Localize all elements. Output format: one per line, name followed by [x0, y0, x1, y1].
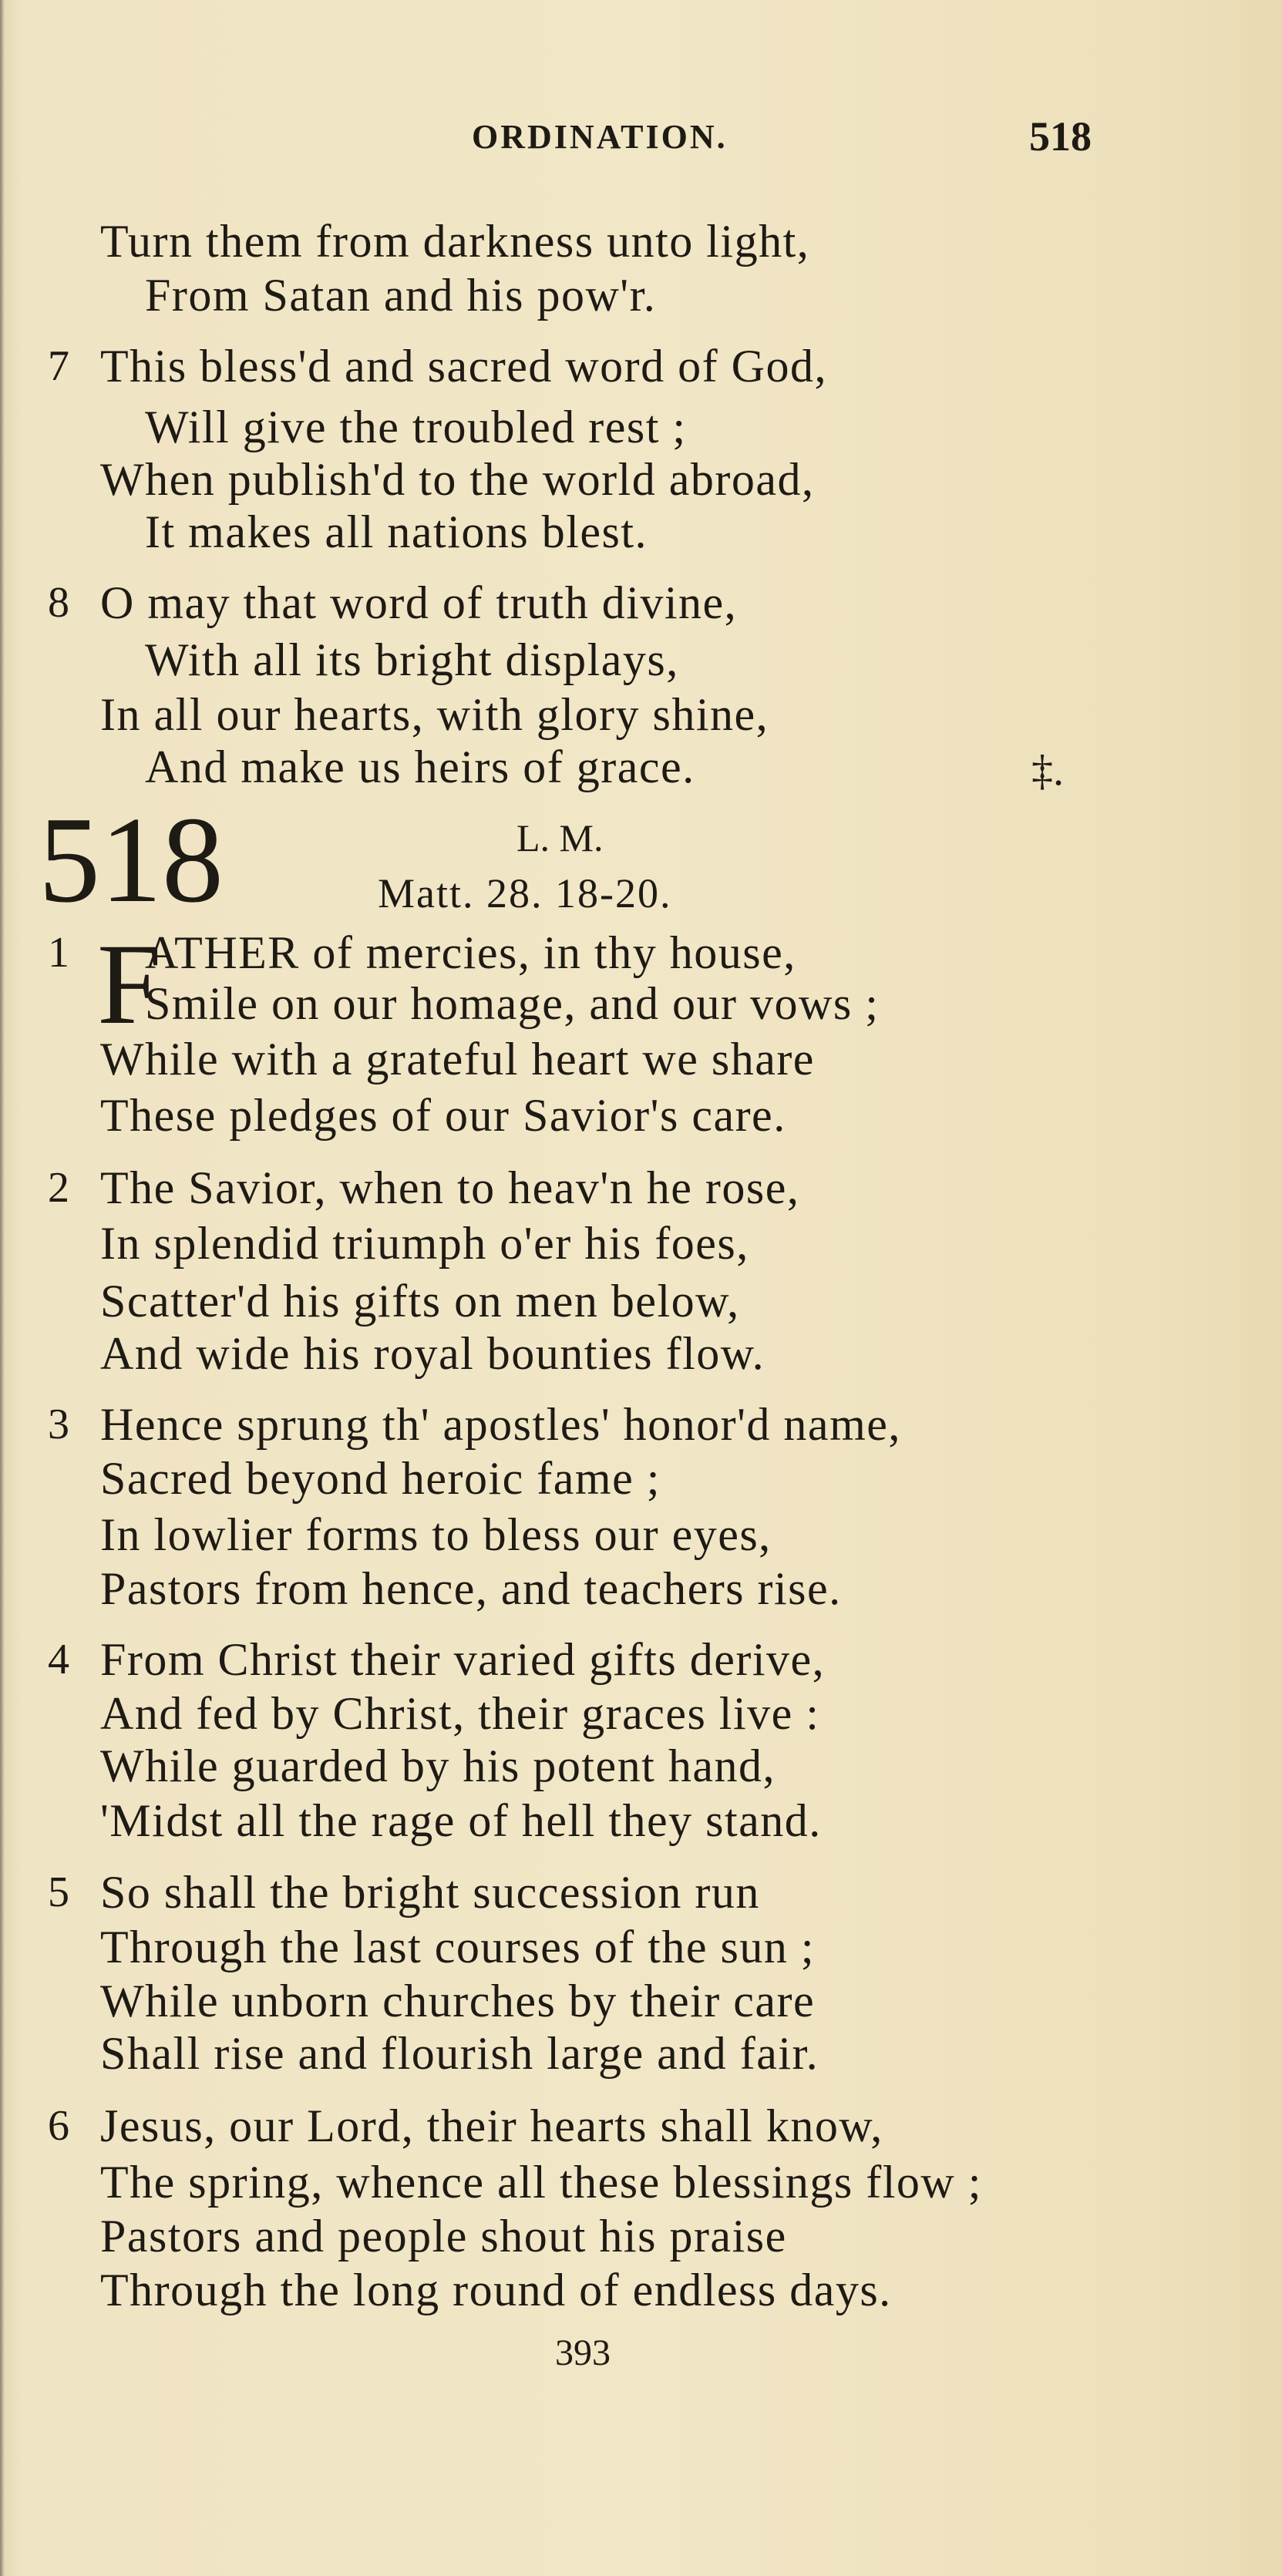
verse-line: Shall rise and flourish large and fair. — [100, 2028, 819, 2079]
verse-line: From Christ their varied gifts derive, — [100, 1634, 826, 1685]
verse-line: The spring, whence all these blessings flow ; — [100, 2157, 982, 2208]
verse-number: 1 — [48, 929, 69, 977]
verse-line: Through the last courses of the sun ; — [100, 1922, 815, 1972]
scripture-reference: Matt. 28. 18-20. — [378, 870, 672, 916]
verse-line: Jesus, our Lord, their hearts shall know, — [100, 2100, 883, 2151]
page-number: 393 — [555, 2332, 611, 2373]
running-header: ORDINATION. — [472, 118, 728, 156]
verse-number: 2 — [48, 1164, 69, 1212]
verse-line: Smile on our homage, and our vows ; — [145, 978, 880, 1029]
verse-line: From Satan and his pow'r. — [145, 270, 657, 321]
verse-line: 'Midst all the rage of hell they stand. — [100, 1795, 822, 1846]
drop-cap: F — [97, 920, 162, 1048]
verse-line: ATHER of mercies, in thy house, — [145, 927, 796, 978]
verse-number: 6 — [48, 2102, 69, 2150]
verse-line: And make us heirs of grace. — [145, 742, 695, 792]
verse-line: Turn them from darkness unto light, — [100, 216, 810, 267]
verse-number: 7 — [48, 342, 69, 390]
verse-line: In splendid triumph o'er his foes, — [100, 1218, 749, 1269]
verse-line: Through the long round of endless days. — [100, 2265, 892, 2315]
verse-line: And wide his royal bounties flow. — [100, 1328, 765, 1379]
verse-line: It makes all nations blest. — [145, 506, 648, 557]
verse-line: With all its bright displays, — [145, 634, 679, 685]
verse-line: Pastors from hence, and teachers rise. — [100, 1563, 842, 1614]
verse-number: 4 — [48, 1636, 69, 1683]
verse-line: While with a grateful heart we share — [100, 1034, 815, 1085]
verse-line: These pledges of our Savior's care. — [100, 1090, 786, 1141]
verse-line: Sacred beyond heroic fame ; — [100, 1453, 661, 1504]
verse-line: O may that word of truth divine, — [100, 577, 738, 628]
verse-line: And fed by Christ, their graces live : — [100, 1688, 820, 1739]
header-hymn-number: 518 — [1029, 113, 1092, 160]
verse-line: This bless'd and sacred word of God, — [100, 341, 827, 392]
verse-line: While guarded by his potent hand, — [100, 1740, 776, 1791]
verse-line: Scatter'd his gifts on men below, — [100, 1276, 740, 1327]
hymn-number: 518 — [39, 791, 224, 928]
verse-line: So shall the bright succession run — [100, 1867, 760, 1918]
hymn-meter: L. M. — [517, 816, 604, 859]
verse-line: Pastors and people shout his praise — [100, 2211, 787, 2262]
verse-number: 5 — [48, 1868, 69, 1916]
verse-line: When publish'd to the world abroad, — [100, 454, 815, 505]
verse-line: Will give the troubled rest ; — [145, 402, 687, 452]
verse-line: In all our hearts, with glory shine, — [100, 689, 769, 740]
verse-line: Hence sprung th' apostles' honor'd name, — [100, 1399, 901, 1450]
verse-number: 3 — [48, 1401, 69, 1448]
end-mark: ‡. — [1031, 747, 1064, 795]
verse-line: In lowlier forms to bless our eyes, — [100, 1509, 772, 1560]
verse-number: 8 — [48, 579, 69, 627]
verse-line: The Savior, when to heav'n he rose, — [100, 1162, 800, 1213]
verse-line: While unborn churches by their care — [100, 1976, 816, 2026]
